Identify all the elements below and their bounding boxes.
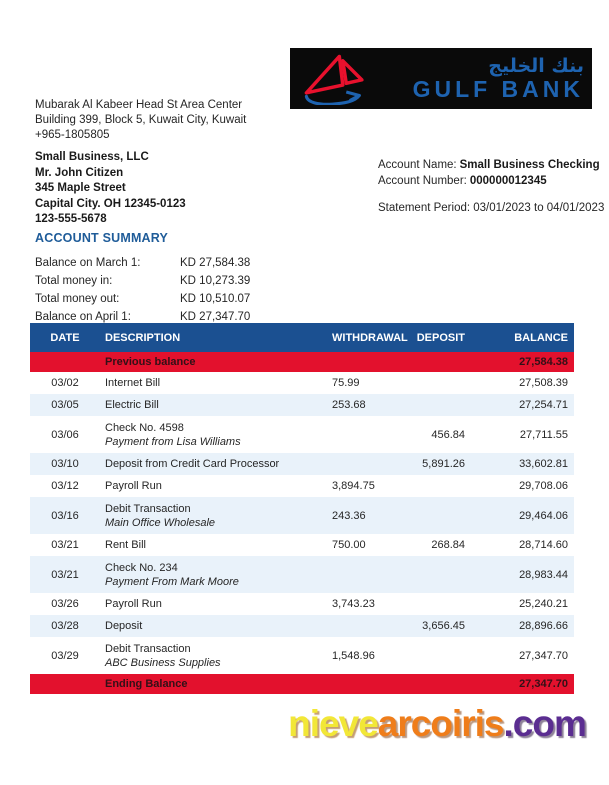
bank-address-line: Mubarak Al Kabeer Head St Area Center (35, 99, 243, 111)
table-row: 03/10 Deposit from Credit Card Processor 5,891.26 33,602.81 (30, 453, 574, 475)
account-number-value: 000000012345 (469, 175, 547, 187)
previous-balance-value: 27,584.38 (465, 352, 574, 372)
summary-label: Total money in: (35, 275, 113, 287)
bank-name-arabic: بنك الخليج (488, 55, 584, 77)
account-summary (35, 254, 250, 326)
transaction-description: Debit Transaction (105, 642, 191, 655)
transaction-description: Check No. 4598 (105, 421, 184, 434)
bank-address (35, 98, 246, 143)
table-row: 03/26 Payroll Run 3,743.23 25,240.21 (51, 598, 568, 610)
transaction-detail: Payment from Lisa Williams (105, 435, 241, 448)
statement-period: Statement Period: 03/01/2023 to 04/01/2023 (378, 202, 605, 214)
logo-wordmark (374, 55, 584, 102)
summary-label: Balance on March 1: (35, 257, 141, 269)
ending-balance-label: Ending Balance (100, 674, 325, 694)
previous-balance-label: Previous balance (100, 352, 325, 372)
column-header-description: DESCRIPTION (100, 323, 325, 352)
account-name-label: Account Name: (378, 159, 457, 171)
account-name-value: Small Business Checking (459, 159, 600, 171)
watermark-part2: arcoiris (377, 703, 504, 744)
column-header-withdrawal: WITHDRAWAL (325, 323, 400, 352)
customer-address (35, 150, 186, 228)
table-row: 03/12 Payroll Run 3,894.75 29,708.06 (51, 480, 568, 492)
transaction-detail: Payment From Mark Moore (105, 575, 239, 588)
table-row: 03/16 Debit Transaction Main Office Wholesale 243.36 29,464.06 (30, 497, 574, 534)
summary-value: KD 27,584.38 (180, 257, 251, 269)
customer-street: 345 Maple Street (35, 182, 126, 194)
customer-company: Small Business, LLC (35, 151, 149, 163)
summary-label: Total money out: (35, 293, 120, 305)
summary-value: KD 10,510.07 (180, 293, 251, 305)
transaction-description: Check No. 234 (105, 561, 178, 574)
transaction-description: Debit Transaction (105, 502, 191, 515)
account-number-label: Account Number: (378, 175, 467, 187)
watermark-part3: .com (503, 703, 586, 744)
account-info (378, 157, 604, 216)
watermark (276, 703, 598, 745)
transactions-table (30, 323, 574, 694)
bank-phone: +965-1805805 (35, 129, 110, 141)
table-row: 03/28 Deposit 3,656.45 28,896.66 (30, 615, 574, 637)
account-name-row (378, 157, 604, 173)
table-row: 03/05 Electric Bill 253.68 27,254.71 (30, 394, 574, 416)
column-header-deposit: DEPOSIT (400, 323, 465, 352)
account-number-row (378, 173, 604, 189)
summary-row (35, 254, 250, 272)
watermark-part1: nieve (288, 703, 378, 744)
previous-balance-row (30, 352, 574, 372)
summary-row (35, 290, 250, 308)
table-header-row (30, 323, 574, 352)
summary-value: KD 27,347.70 (180, 311, 251, 323)
summary-value: KD 10,273.39 (180, 275, 251, 287)
column-header-balance: BALANCE (465, 323, 574, 352)
table-row: 03/21 Check No. 234 Payment From Mark Moore 28,983.44 (30, 556, 574, 593)
customer-city: Capital City. OH 12345-0123 (35, 197, 186, 210)
bank-name-latin: GULF BANK (412, 76, 584, 102)
table-row: 03/21 Rent Bill 750.00 268.84 28,714.60 (51, 539, 568, 551)
table-row: 03/29 Debit Transaction ABC Business Supplies 1,548.96 27,347.70 (51, 642, 568, 669)
summary-label: Balance on April 1: (35, 311, 131, 323)
table-row: 03/02 Internet Bill 75.99 27,508.39 (51, 377, 568, 389)
column-header-date: DATE (30, 323, 100, 352)
gulf-bank-logo (290, 48, 592, 109)
summary-row (35, 272, 250, 290)
customer-name: Mr. John Citizen (35, 166, 124, 179)
transaction-detail: ABC Business Supplies (105, 656, 221, 669)
ending-balance-value: 27,347.70 (465, 674, 574, 694)
transaction-detail: Main Office Wholesale (105, 516, 216, 529)
table-row: 03/06 Check No. 4598 Payment from Lisa Williams 456.84 27,711.55 (51, 421, 568, 448)
customer-phone: 123-555-5678 (35, 213, 107, 225)
bank-address-line: Building 399, Block 5, Kuwait City, Kuwait (35, 114, 247, 126)
ending-balance-row (30, 674, 574, 694)
sailboat-icon (296, 53, 374, 105)
account-summary-title: ACCOUNT SUMMARY (35, 231, 169, 245)
